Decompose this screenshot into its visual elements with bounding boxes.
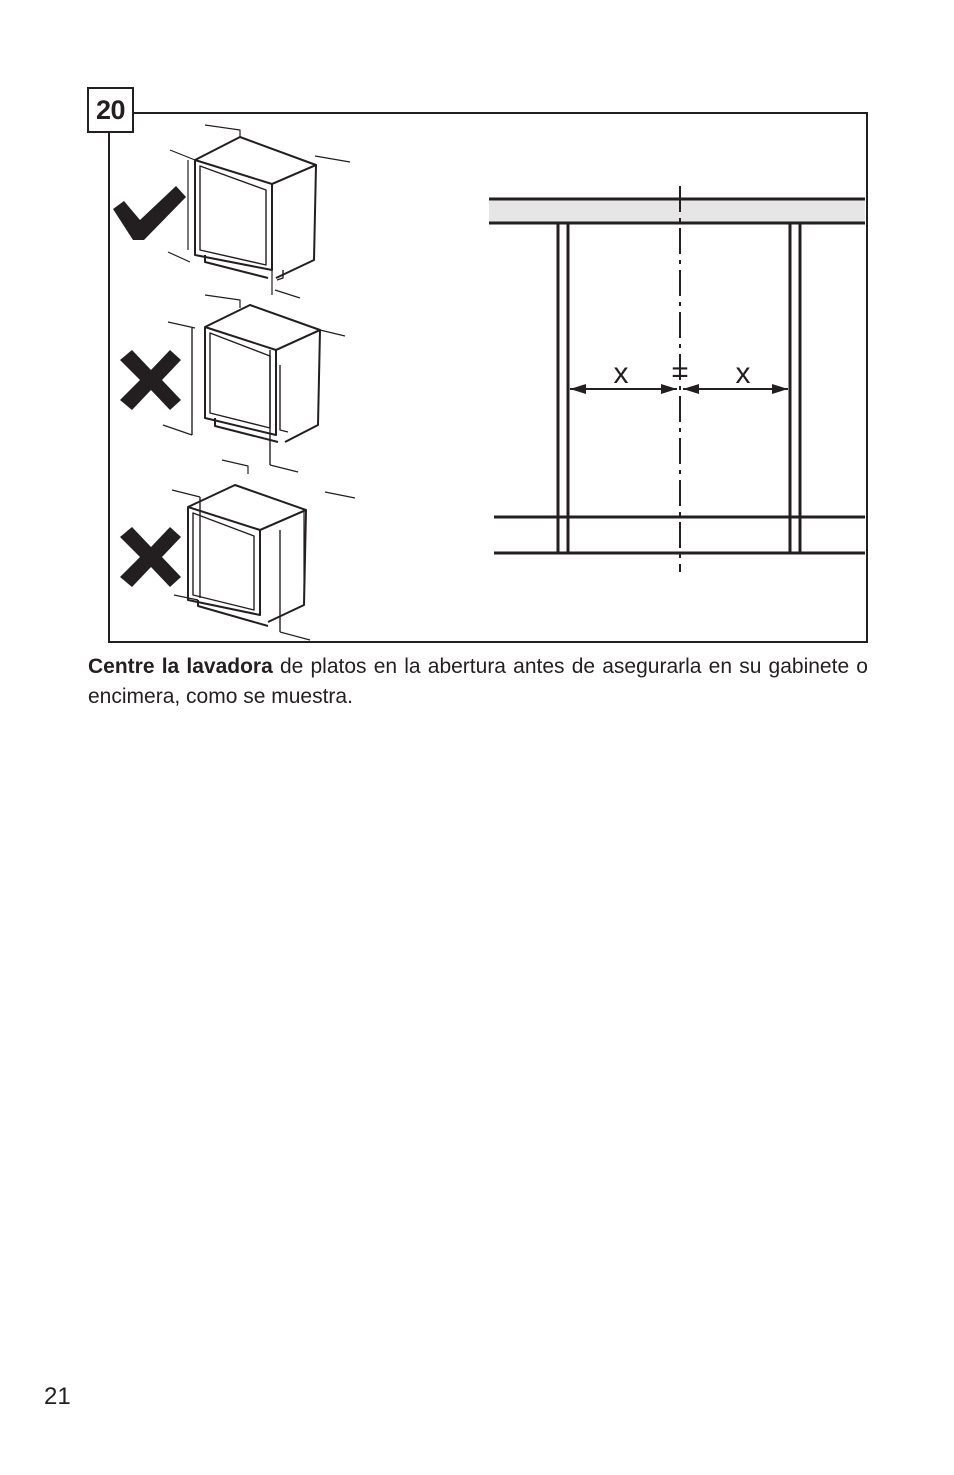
countertop xyxy=(489,199,865,223)
caption-bold: Centre la lavadora xyxy=(88,655,273,678)
cabinet-side-right xyxy=(790,223,800,553)
instruction-caption xyxy=(88,652,868,712)
dishwasher-offset-right xyxy=(163,295,345,472)
dimension-equals: = xyxy=(671,356,689,389)
cross-icon xyxy=(120,527,181,587)
checkmark-icon xyxy=(113,186,186,240)
cabinet-side-left xyxy=(558,223,568,553)
dishwasher-centered xyxy=(168,125,350,298)
dimension-label-right: x xyxy=(735,357,751,390)
dishwasher-offset-left xyxy=(172,460,355,640)
page-number: 21 xyxy=(44,1383,71,1410)
dimension-label-left: x xyxy=(613,357,629,390)
cross-icon xyxy=(120,350,181,410)
caption-body: de platos en la abertura antes de asegurarla en su gabinete o encimera, como se muestra. xyxy=(88,655,868,708)
installation-illustration xyxy=(0,0,954,660)
step-number-badge: 20 xyxy=(87,87,134,133)
